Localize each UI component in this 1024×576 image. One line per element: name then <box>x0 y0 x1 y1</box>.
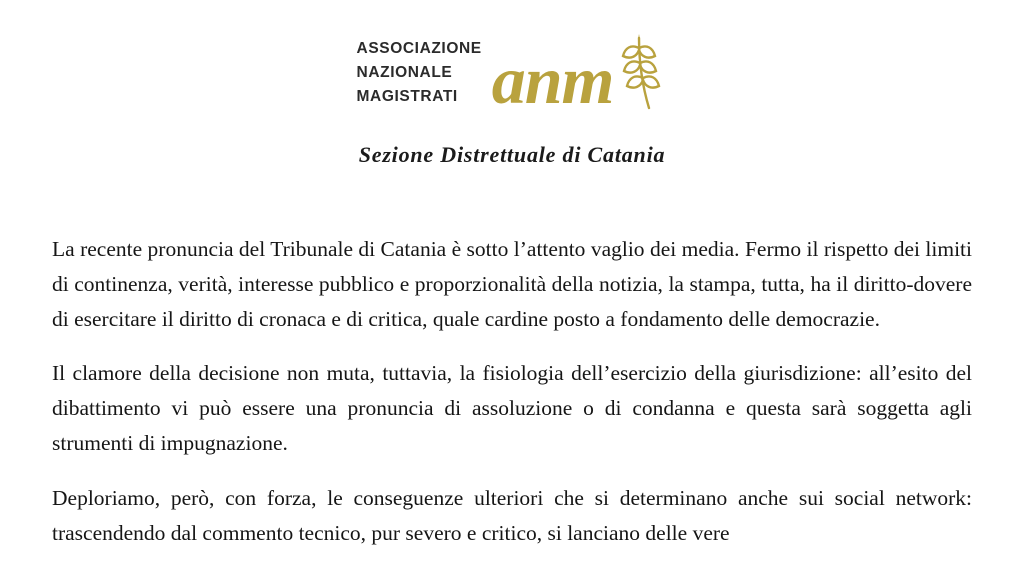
wheat-ear-icon <box>609 30 667 112</box>
section-subtitle: Sezione Distrettuale di Catania <box>358 142 666 167</box>
paragraph-2: Il clamore della decisione non muta, tuttavia, la fisiologia dell’esercizio della giurisdizione: all’esito del dibattimento vi può essere una pronuncia di assoluzione o di condanna e questa sarà soggetta agli strumenti di impugnazione. <box>52 361 972 456</box>
anm-logo <box>491 30 668 119</box>
paragraph-3: Deploriamo, però, con forza, le conseguenze ulteriori che si determinano anche sui social network: trascendendo dal commento tecnico, pur severo e critico, si lanciano delle vere <box>52 485 972 545</box>
paragraph-1: La recente pronuncia del Tribunale di Catania è sotto l’attento vaglio dei media. Fermo il rispetto dei limiti di continenza, verità, interesse pubblico e proporzionalità della notizia, la stampa, tutta, ha il diritto-dovere di esercitare il diritto di cronaca e di critica, quale cardine posto a fondamento delle democrazie. <box>52 237 972 331</box>
document-body <box>0 232 1024 551</box>
association-name-block <box>357 33 482 109</box>
anm-wordmark: anm <box>491 42 614 119</box>
association-name-line-3: MAGISTRATI <box>356 88 458 105</box>
association-name-line-2: NAZIONALE <box>356 63 453 81</box>
association-name-line-1: ASSOCIAZIONE <box>356 39 482 57</box>
letterhead <box>0 0 1024 119</box>
